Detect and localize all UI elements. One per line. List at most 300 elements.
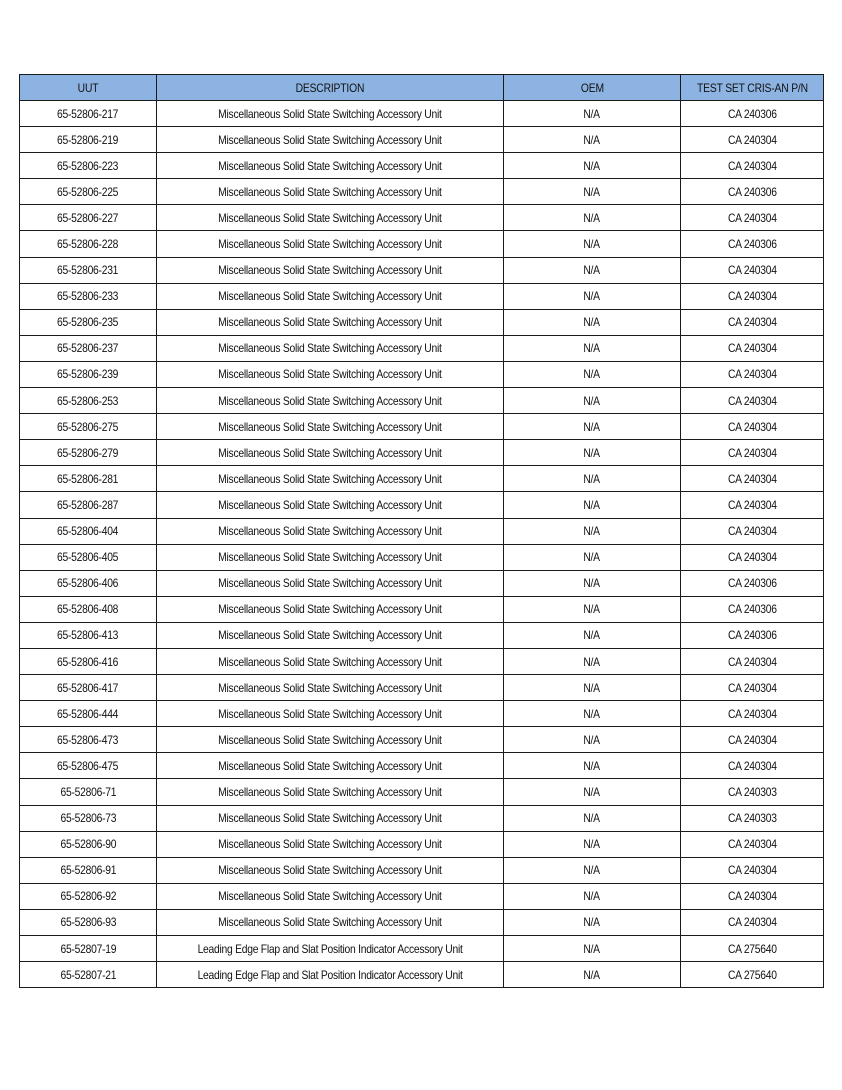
cell-description-text: Miscellaneous Solid State Switching Accessory Unit [218, 184, 442, 199]
cell-description [157, 779, 504, 805]
cell-description [157, 414, 504, 440]
cell-test-set-text: CA 240306 [727, 237, 777, 252]
cell-oem [504, 440, 681, 466]
header-description-label: DESCRIPTION [295, 80, 365, 95]
cell-test-set [681, 883, 824, 909]
cell-test-set [681, 936, 824, 962]
cell-oem [504, 257, 681, 283]
cell-uut [20, 466, 157, 492]
table-row [20, 283, 824, 309]
table-row [20, 231, 824, 257]
header-uut-label: UUT [77, 80, 99, 95]
cell-oem [504, 857, 681, 883]
cell-uut-text: 65-52806-228 [57, 237, 119, 252]
cell-uut [20, 570, 157, 596]
table-row [20, 518, 824, 544]
cell-test-set-text: CA 240304 [727, 550, 777, 565]
table-row [20, 831, 824, 857]
cell-description-text: Miscellaneous Solid State Switching Accessory Unit [218, 445, 442, 460]
cell-test-set [681, 648, 824, 674]
header-oem [504, 75, 681, 101]
cell-uut-text: 65-52806-231 [57, 263, 119, 278]
table-row [20, 570, 824, 596]
cell-test-set-text: CA 240303 [727, 784, 777, 799]
cell-test-set-text: CA 240304 [727, 393, 777, 408]
cell-description-text: Miscellaneous Solid State Switching Accessory Unit [218, 237, 442, 252]
table-row [20, 153, 824, 179]
cell-uut-text: 65-52806-287 [57, 497, 119, 512]
cell-uut-text: 65-52806-223 [57, 158, 119, 173]
cell-description-text: Miscellaneous Solid State Switching Accessory Unit [218, 341, 442, 356]
cell-oem-text: N/A [583, 863, 601, 878]
cell-description-text: Miscellaneous Solid State Switching Accessory Unit [218, 106, 442, 121]
cell-oem-text: N/A [583, 811, 601, 826]
cell-uut-text: 65-52806-404 [57, 524, 119, 539]
cell-uut-text: 65-52806-281 [57, 471, 119, 486]
cell-uut-text: 65-52806-416 [57, 654, 119, 669]
cell-description-text: Miscellaneous Solid State Switching Accessory Unit [218, 837, 442, 852]
cell-uut [20, 388, 157, 414]
cell-uut-text: 65-52806-408 [57, 602, 119, 617]
cell-oem-text: N/A [583, 889, 601, 904]
cell-oem-text: N/A [583, 497, 601, 512]
cell-oem [504, 936, 681, 962]
cell-test-set [681, 805, 824, 831]
cell-oem [504, 153, 681, 179]
cell-description [157, 622, 504, 648]
cell-test-set [681, 466, 824, 492]
cell-oem [504, 909, 681, 935]
cell-uut-text: 65-52806-444 [57, 706, 119, 721]
cell-uut-text: 65-52806-417 [57, 680, 119, 695]
cell-description [157, 570, 504, 596]
cell-test-set-text: CA 240306 [727, 628, 777, 643]
table-row [20, 753, 824, 779]
cell-uut [20, 179, 157, 205]
cell-description [157, 727, 504, 753]
cell-uut-text: 65-52807-21 [60, 967, 116, 982]
cell-test-set [681, 753, 824, 779]
table-row [20, 544, 824, 570]
cell-test-set [681, 179, 824, 205]
cell-description [157, 648, 504, 674]
cell-test-set [681, 909, 824, 935]
cell-oem-text: N/A [583, 915, 601, 930]
cell-test-set-text: CA 240304 [727, 367, 777, 382]
cell-oem-text: N/A [583, 367, 601, 382]
cell-test-set [681, 596, 824, 622]
cell-oem [504, 883, 681, 909]
cell-uut-text: 65-52806-227 [57, 210, 119, 225]
cell-test-set-text: CA 240306 [727, 576, 777, 591]
cell-uut-text: 65-52806-473 [57, 732, 119, 747]
cell-uut [20, 883, 157, 909]
cell-uut [20, 596, 157, 622]
cell-oem-text: N/A [583, 132, 601, 147]
cell-test-set [681, 101, 824, 127]
cell-oem-text: N/A [583, 706, 601, 721]
cell-oem [504, 388, 681, 414]
cell-description-text: Miscellaneous Solid State Switching Accessory Unit [218, 524, 442, 539]
cell-description [157, 518, 504, 544]
cell-description-text: Miscellaneous Solid State Switching Accessory Unit [218, 889, 442, 904]
cell-test-set-text: CA 240306 [727, 106, 777, 121]
table-row [20, 622, 824, 648]
cell-description [157, 153, 504, 179]
cell-description-text: Miscellaneous Solid State Switching Accessory Unit [218, 315, 442, 330]
table-row [20, 675, 824, 701]
cell-description-text: Miscellaneous Solid State Switching Accessory Unit [218, 289, 442, 304]
table-row [20, 779, 824, 805]
cell-description [157, 388, 504, 414]
table-row [20, 440, 824, 466]
cell-oem-text: N/A [583, 315, 601, 330]
cell-oem [504, 466, 681, 492]
cell-test-set-text: CA 240304 [727, 132, 777, 147]
cell-test-set-text: CA 240304 [727, 263, 777, 278]
cell-description-text: Miscellaneous Solid State Switching Accessory Unit [218, 784, 442, 799]
cell-test-set [681, 518, 824, 544]
cell-oem-text: N/A [583, 941, 601, 956]
cell-uut-text: 65-52806-475 [57, 758, 119, 773]
cell-oem [504, 727, 681, 753]
cell-description [157, 361, 504, 387]
cell-uut-text: 65-52806-413 [57, 628, 119, 643]
table-row [20, 883, 824, 909]
cell-description-text: Miscellaneous Solid State Switching Accessory Unit [218, 706, 442, 721]
cell-test-set [681, 779, 824, 805]
header-test-set [681, 75, 824, 101]
cell-oem-text: N/A [583, 758, 601, 773]
cell-test-set [681, 309, 824, 335]
cell-uut [20, 153, 157, 179]
cell-description-text: Miscellaneous Solid State Switching Accessory Unit [218, 367, 442, 382]
table-row [20, 962, 824, 988]
cell-uut [20, 857, 157, 883]
table-row [20, 127, 824, 153]
cell-description [157, 231, 504, 257]
cell-description-text: Miscellaneous Solid State Switching Accessory Unit [218, 602, 442, 617]
cell-test-set-text: CA 240304 [727, 445, 777, 460]
cell-test-set [681, 570, 824, 596]
table-row [20, 309, 824, 335]
cell-uut [20, 753, 157, 779]
cell-description [157, 544, 504, 570]
cell-oem-text: N/A [583, 184, 601, 199]
cell-oem [504, 283, 681, 309]
cell-oem [504, 127, 681, 153]
cell-uut-text: 65-52806-239 [57, 367, 119, 382]
cell-uut-text: 65-52806-91 [60, 863, 116, 878]
cell-oem-text: N/A [583, 237, 601, 252]
cell-test-set [681, 361, 824, 387]
cell-oem [504, 361, 681, 387]
cell-test-set [681, 205, 824, 231]
cell-test-set-text: CA 240304 [727, 158, 777, 173]
cell-uut [20, 648, 157, 674]
cell-oem-text: N/A [583, 784, 601, 799]
cell-description-text: Miscellaneous Solid State Switching Accessory Unit [218, 158, 442, 173]
cell-description [157, 701, 504, 727]
table-row [20, 205, 824, 231]
cell-description-text: Leading Edge Flap and Slat Position Indicator Accessory Unit [197, 967, 463, 982]
cell-test-set-text: CA 275640 [727, 941, 777, 956]
header-description [157, 75, 504, 101]
cell-test-set-text: CA 240304 [727, 471, 777, 486]
cell-uut [20, 909, 157, 935]
cell-test-set-text: CA 240303 [727, 811, 777, 826]
table-row [20, 257, 824, 283]
cell-test-set-text: CA 240304 [727, 497, 777, 512]
cell-description-text: Miscellaneous Solid State Switching Accessory Unit [218, 471, 442, 486]
cell-uut [20, 283, 157, 309]
cell-test-set-text: CA 240304 [727, 680, 777, 695]
cell-oem [504, 414, 681, 440]
cell-uut-text: 65-52806-279 [57, 445, 119, 460]
cell-test-set [681, 127, 824, 153]
cell-test-set [681, 622, 824, 648]
table-row [20, 414, 824, 440]
cell-uut [20, 675, 157, 701]
cell-test-set [681, 492, 824, 518]
cell-uut [20, 936, 157, 962]
cell-description-text: Miscellaneous Solid State Switching Accessory Unit [218, 550, 442, 565]
table-row [20, 388, 824, 414]
cell-description-text: Miscellaneous Solid State Switching Accessory Unit [218, 210, 442, 225]
cell-uut-text: 65-52806-233 [57, 289, 119, 304]
cell-test-set-text: CA 240304 [727, 210, 777, 225]
cell-oem [504, 205, 681, 231]
cell-description [157, 805, 504, 831]
cell-test-set-text: CA 240304 [727, 889, 777, 904]
cell-description [157, 283, 504, 309]
table-row [20, 909, 824, 935]
cell-oem [504, 805, 681, 831]
header-test-set-label: TEST SET CRIS-AN P/N [696, 80, 808, 95]
cell-uut-text: 65-52807-19 [60, 941, 116, 956]
cell-oem [504, 335, 681, 361]
cell-oem-text: N/A [583, 628, 601, 643]
uut-table [19, 74, 824, 988]
cell-oem [504, 648, 681, 674]
cell-oem-text: N/A [583, 263, 601, 278]
cell-test-set [681, 153, 824, 179]
table-row [20, 596, 824, 622]
cell-description [157, 962, 504, 988]
cell-oem [504, 701, 681, 727]
cell-oem [504, 753, 681, 779]
cell-test-set [681, 440, 824, 466]
cell-oem-text: N/A [583, 654, 601, 669]
cell-test-set-text: CA 240304 [727, 654, 777, 669]
cell-uut-text: 65-52806-237 [57, 341, 119, 356]
cell-oem-text: N/A [583, 445, 601, 460]
header-uut [20, 75, 157, 101]
cell-description [157, 883, 504, 909]
cell-uut [20, 805, 157, 831]
cell-test-set [681, 701, 824, 727]
cell-description-text: Miscellaneous Solid State Switching Accessory Unit [218, 628, 442, 643]
cell-uut [20, 335, 157, 361]
table-row [20, 361, 824, 387]
cell-uut-text: 65-52806-406 [57, 576, 119, 591]
cell-oem [504, 675, 681, 701]
cell-uut [20, 127, 157, 153]
table-row [20, 701, 824, 727]
cell-uut-text: 65-52806-235 [57, 315, 119, 330]
cell-uut [20, 205, 157, 231]
cell-uut-text: 65-52806-71 [60, 784, 116, 799]
cell-uut [20, 492, 157, 518]
cell-test-set-text: CA 240304 [727, 706, 777, 721]
cell-uut [20, 831, 157, 857]
cell-uut [20, 101, 157, 127]
cell-description [157, 909, 504, 935]
cell-uut [20, 309, 157, 335]
cell-test-set-text: CA 240304 [727, 837, 777, 852]
cell-test-set-text: CA 240304 [727, 341, 777, 356]
cell-uut [20, 962, 157, 988]
cell-oem-text: N/A [583, 602, 601, 617]
cell-uut-text: 65-52806-275 [57, 419, 119, 434]
cell-test-set-text: CA 275640 [727, 967, 777, 982]
cell-test-set [681, 962, 824, 988]
cell-description [157, 205, 504, 231]
cell-description [157, 857, 504, 883]
header-oem-label: OEM [580, 80, 604, 95]
cell-oem-text: N/A [583, 106, 601, 121]
cell-oem [504, 518, 681, 544]
cell-description [157, 753, 504, 779]
cell-uut-text: 65-52806-90 [60, 837, 116, 852]
cell-oem [504, 622, 681, 648]
cell-test-set-text: CA 240304 [727, 524, 777, 539]
cell-test-set [681, 727, 824, 753]
cell-description-text: Miscellaneous Solid State Switching Accessory Unit [218, 419, 442, 434]
cell-description-text: Miscellaneous Solid State Switching Accessory Unit [218, 758, 442, 773]
cell-test-set [681, 283, 824, 309]
cell-uut-text: 65-52806-253 [57, 393, 119, 408]
cell-description [157, 101, 504, 127]
cell-oem-text: N/A [583, 524, 601, 539]
cell-uut [20, 622, 157, 648]
cell-description-text: Miscellaneous Solid State Switching Accessory Unit [218, 811, 442, 826]
cell-description-text: Miscellaneous Solid State Switching Accessory Unit [218, 263, 442, 278]
cell-description-text: Miscellaneous Solid State Switching Accessory Unit [218, 654, 442, 669]
cell-test-set [681, 388, 824, 414]
cell-test-set [681, 857, 824, 883]
cell-description [157, 466, 504, 492]
cell-test-set-text: CA 240304 [727, 863, 777, 878]
cell-description [157, 936, 504, 962]
cell-uut-text: 65-52806-225 [57, 184, 119, 199]
cell-uut [20, 231, 157, 257]
cell-description-text: Miscellaneous Solid State Switching Accessory Unit [218, 915, 442, 930]
cell-test-set-text: CA 240304 [727, 915, 777, 930]
cell-description [157, 492, 504, 518]
cell-test-set [681, 675, 824, 701]
cell-oem [504, 231, 681, 257]
cell-oem [504, 101, 681, 127]
table-row [20, 648, 824, 674]
cell-test-set [681, 831, 824, 857]
cell-uut-text: 65-52806-405 [57, 550, 119, 565]
cell-test-set [681, 335, 824, 361]
cell-oem-text: N/A [583, 419, 601, 434]
cell-uut [20, 727, 157, 753]
cell-oem-text: N/A [583, 732, 601, 747]
cell-oem [504, 596, 681, 622]
cell-test-set [681, 257, 824, 283]
table-body [20, 101, 824, 988]
cell-test-set-text: CA 240304 [727, 758, 777, 773]
cell-uut [20, 414, 157, 440]
cell-uut [20, 701, 157, 727]
cell-description [157, 309, 504, 335]
cell-oem-text: N/A [583, 393, 601, 408]
cell-oem [504, 962, 681, 988]
cell-oem [504, 309, 681, 335]
cell-description-text: Miscellaneous Solid State Switching Accessory Unit [218, 393, 442, 408]
cell-oem [504, 544, 681, 570]
cell-description [157, 675, 504, 701]
cell-uut-text: 65-52806-219 [57, 132, 119, 147]
cell-description [157, 596, 504, 622]
cell-oem [504, 570, 681, 596]
cell-test-set-text: CA 240306 [727, 184, 777, 199]
cell-oem [504, 492, 681, 518]
cell-test-set [681, 414, 824, 440]
cell-uut [20, 361, 157, 387]
cell-oem-text: N/A [583, 967, 601, 982]
cell-oem-text: N/A [583, 680, 601, 695]
cell-description [157, 335, 504, 361]
cell-oem-text: N/A [583, 576, 601, 591]
cell-test-set [681, 231, 824, 257]
cell-description-text: Miscellaneous Solid State Switching Accessory Unit [218, 576, 442, 591]
cell-oem-text: N/A [583, 289, 601, 304]
cell-oem-text: N/A [583, 210, 601, 225]
cell-uut-text: 65-52806-73 [60, 811, 116, 826]
table-row [20, 857, 824, 883]
cell-oem-text: N/A [583, 471, 601, 486]
table-row [20, 805, 824, 831]
cell-oem-text: N/A [583, 837, 601, 852]
cell-description [157, 179, 504, 205]
cell-uut [20, 779, 157, 805]
cell-uut [20, 518, 157, 544]
cell-uut-text: 65-52806-217 [57, 106, 119, 121]
cell-description-text: Miscellaneous Solid State Switching Accessory Unit [218, 863, 442, 878]
cell-description-text: Leading Edge Flap and Slat Position Indicator Accessory Unit [197, 941, 463, 956]
cell-description [157, 831, 504, 857]
cell-uut-text: 65-52806-92 [60, 889, 116, 904]
table-row [20, 466, 824, 492]
cell-oem-text: N/A [583, 341, 601, 356]
cell-uut [20, 544, 157, 570]
cell-oem [504, 831, 681, 857]
cell-oem-text: N/A [583, 158, 601, 173]
table-row [20, 492, 824, 518]
table-row [20, 727, 824, 753]
cell-description [157, 127, 504, 153]
cell-description-text: Miscellaneous Solid State Switching Accessory Unit [218, 732, 442, 747]
cell-description-text: Miscellaneous Solid State Switching Accessory Unit [218, 497, 442, 512]
cell-test-set-text: CA 240304 [727, 289, 777, 304]
cell-test-set [681, 544, 824, 570]
cell-uut [20, 440, 157, 466]
cell-uut-text: 65-52806-93 [60, 915, 116, 930]
